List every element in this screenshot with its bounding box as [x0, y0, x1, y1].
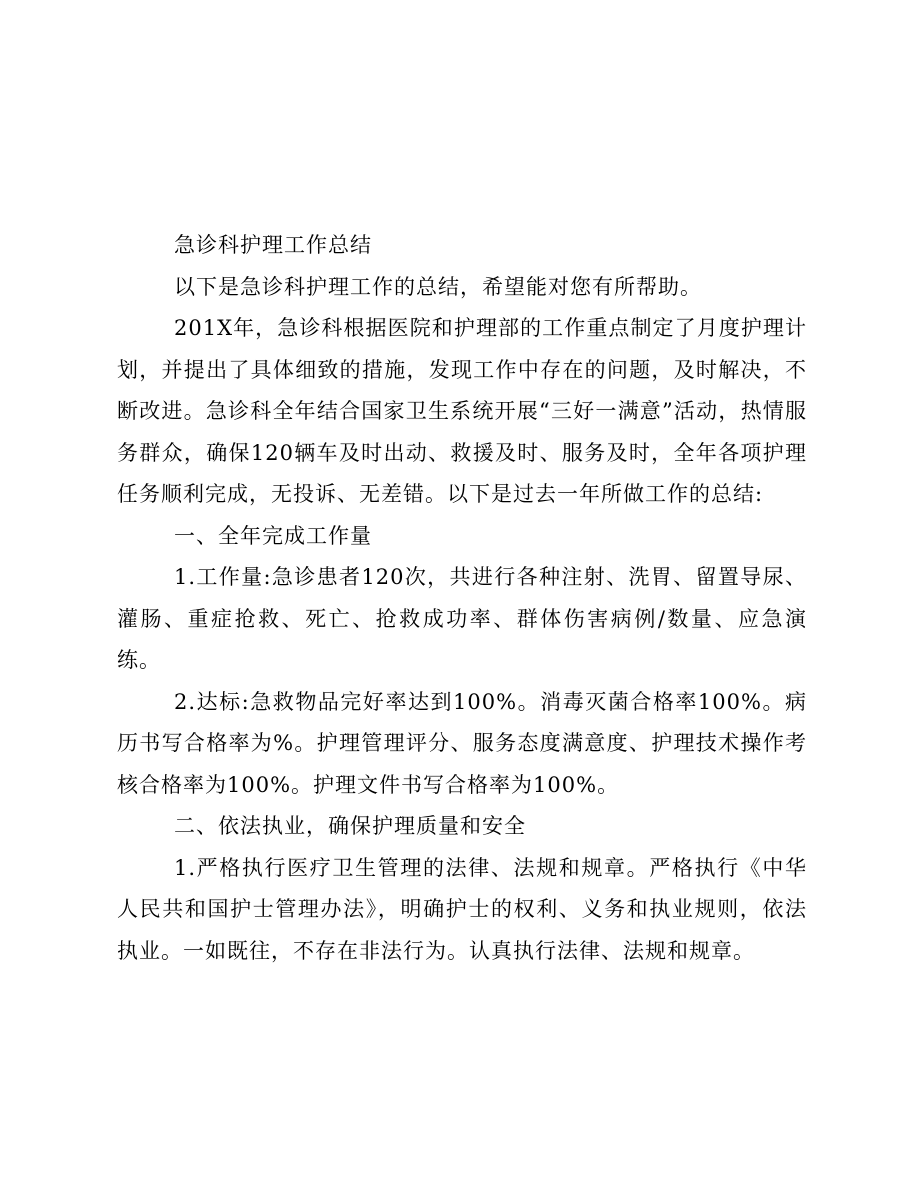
section-heading-workload: 一、全年完成工作量 [174, 523, 372, 548]
workload-item-1: 1.工作量:急诊患者120次，共进行各种注射、洗胃、留置导尿、灌肠、重症抢救、死亡、抢救成功率、群体伤害病例/数量、应急演练。 [117, 565, 807, 672]
compliance-item-1: 1.严格执行医疗卫生管理的法律、法规和规章。严格执行《中华人民共和国护士管理办法》，明确护士的权利、义务和执业规则，依法执业。一如既往，不存在非法行为。认真执行法律、法规和规章。 [117, 855, 807, 963]
document-title: 急诊科护理工作总结 [174, 233, 372, 257]
section-heading-compliance: 二、依法执业，确保护理质量和安全 [174, 814, 526, 838]
document-body [117, 225, 807, 972]
workload-item-2: 2.达标:急救物品完好率达到100%。消毒灭菌合格率100%。病历书写合格率为%。护理管理评分、服务态度满意度、护理技术操作考核合格率为100%。护理文件书写合格率为100%。 [117, 689, 807, 797]
intro-paragraph: 以下是急诊科护理工作的总结，希望能对您有所帮助。 [174, 274, 702, 299]
overview-paragraph: 201X年，急诊科根据医院和护理部的工作重点制定了月度护理计划，并提出了具体细致的措施，发现工作中存在的问题，及时解决，不断改进。急诊科全年结合国家卫生系统开展“三好一满意”活动，热情服务群众，确保120辆车及时出动、救援及时、服务及时，全年各项护理任务顺利完成，无投诉、无差错。以下是过去一年所做工作的总结: [117, 316, 807, 506]
